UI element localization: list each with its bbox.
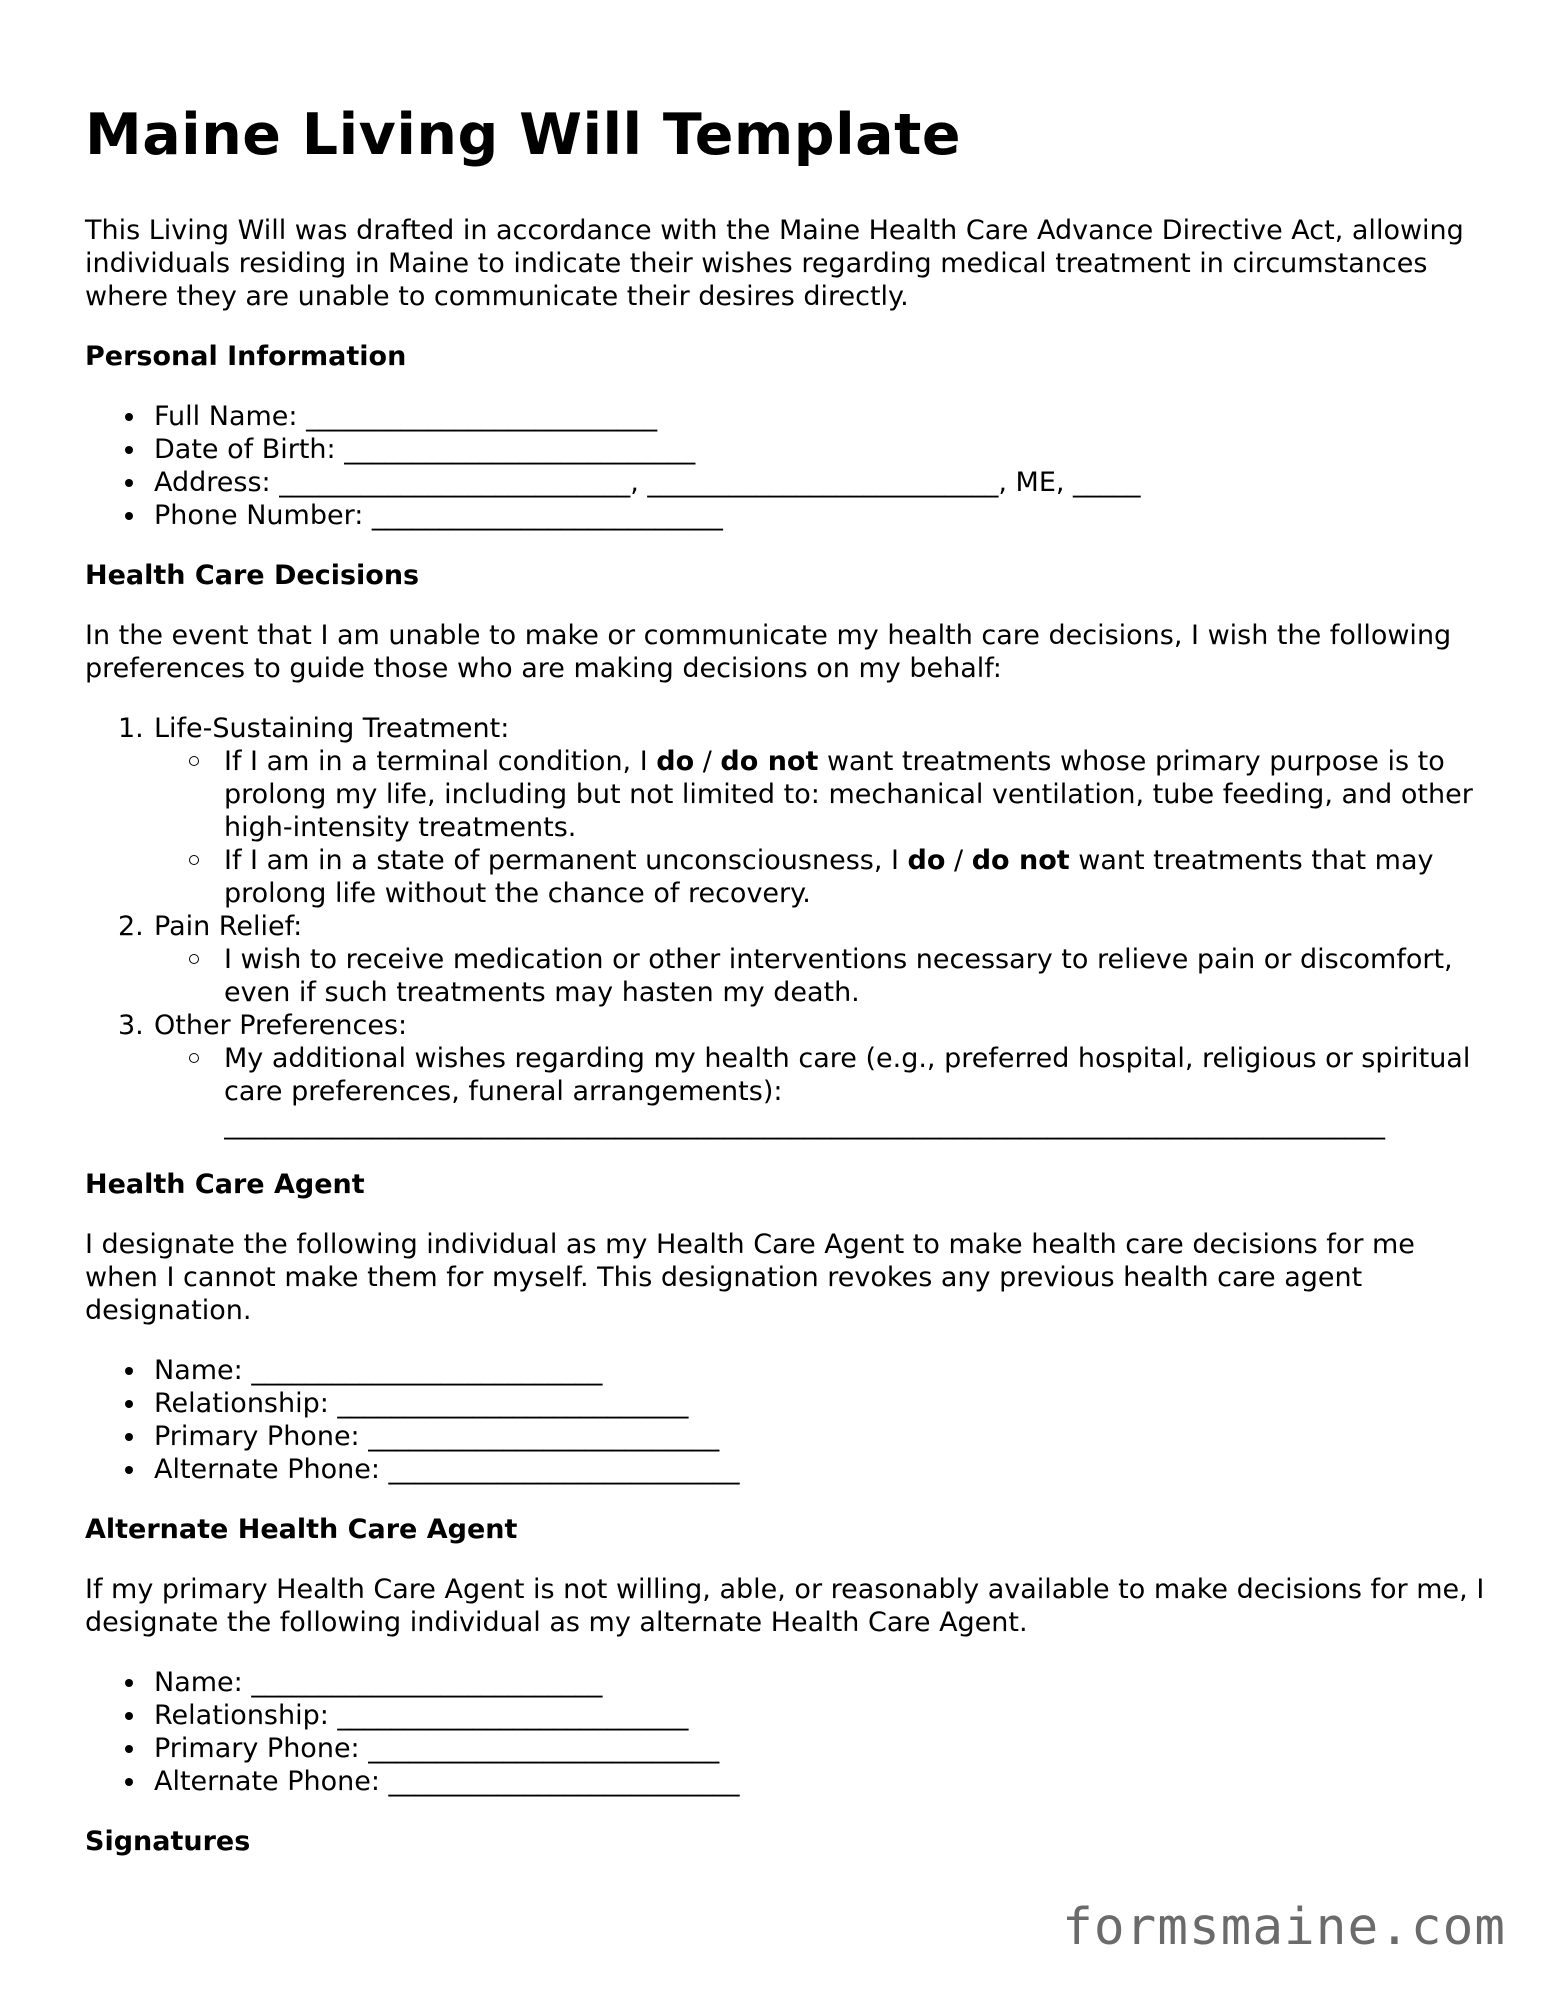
pain-relief-preference: I wish to receive medication or other interventions necessary to relieve pain or discomfort, even if such treatments may hasten my death. — [154, 943, 1485, 1009]
personal-information-heading: Personal Information — [85, 341, 407, 372]
preference-text: want treatments whose primary purpose is to prolong my life, including but not limited to: mechanical ventilation, tube feeding, and other high-intensity treatments. — [224, 746, 1473, 843]
intro-paragraph: This Living Will was drafted in accordance with the Maine Health Care Advance Directive Act, allowing individuals residing in Maine to indicate their wishes regarding medical treatment in circumstances where they are unable to communicate their desires directly. — [85, 215, 1464, 312]
list-item-label: Life-Sustaining Treatment: — [154, 713, 510, 744]
date-of-birth-field[interactable]: Date of Birth: __________________________ — [85, 433, 1485, 466]
preference-text: want treatments that may prolong life without the chance of recovery. — [224, 845, 1434, 909]
agent-name-field[interactable]: Name: __________________________ — [85, 1354, 1485, 1387]
preference-text: If I am in a terminal condition, I — [224, 746, 657, 777]
terminal-condition-preference — [154, 745, 1485, 844]
list-item-label: Other Preferences: — [154, 1010, 408, 1041]
do-not-option[interactable]: do not — [720, 746, 819, 777]
alternate-alternate-phone-field[interactable]: Alternate Phone: __________________________ — [85, 1765, 1485, 1798]
document-title: Maine Living Will Template — [85, 102, 961, 168]
preference-text: If I am in a state of permanent unconsciousness, I — [224, 845, 908, 876]
option-separator: / — [945, 845, 972, 876]
alternate-agent-heading: Alternate Health Care Agent — [85, 1514, 518, 1545]
health-care-decisions-intro: In the event that I am unable to make or communicate my health care decisions, I wish the following preferences to guide those who are making decisions on my behalf: — [85, 620, 1452, 684]
health-care-agent-heading: Health Care Agent — [85, 1169, 365, 1200]
health-care-decisions-heading: Health Care Decisions — [85, 560, 420, 591]
option-separator: / — [694, 746, 721, 777]
permanent-unconsciousness-preference — [154, 844, 1485, 910]
address-field[interactable]: Address: __________________________, __________________________, ME, _____ — [85, 466, 1485, 499]
list-number: 2. — [118, 911, 144, 942]
agent-relationship-field[interactable]: Relationship: __________________________ — [85, 1387, 1485, 1420]
list-number: 3. — [118, 1010, 144, 1041]
alternate-agent-intro: If my primary Health Care Agent is not willing, able, or reasonably available to make decisions for me, I designate the following individual as my alternate Health Care Agent. — [85, 1574, 1485, 1638]
list-item-label: Pain Relief: — [154, 911, 303, 942]
list-number: 1. — [118, 713, 144, 744]
alternate-name-field[interactable]: Name: __________________________ — [85, 1666, 1485, 1699]
document-page — [85, 100, 1485, 1885]
personal-information-list — [85, 400, 1485, 532]
agent-alternate-phone-field[interactable]: Alternate Phone: __________________________ — [85, 1453, 1485, 1486]
alternate-agent-list — [85, 1666, 1485, 1798]
preferences-list — [85, 712, 1485, 1141]
life-sustaining-treatment-item — [85, 712, 1485, 910]
agent-primary-phone-field[interactable]: Primary Phone: __________________________ — [85, 1420, 1485, 1453]
alternate-primary-phone-field[interactable]: Primary Phone: __________________________ — [85, 1732, 1485, 1765]
do-not-option[interactable]: do not — [971, 845, 1070, 876]
site-watermark: formsmaine.com — [1062, 1898, 1506, 1957]
full-name-field[interactable]: Full Name: __________________________ — [85, 400, 1485, 433]
life-sustaining-sublist — [154, 745, 1485, 910]
health-care-agent-intro: I designate the following individual as my Health Care Agent to make health care decisions for me when I cannot make them for myself. This designation revokes any previous health care agent designation. — [85, 1229, 1415, 1326]
health-care-agent-list — [85, 1354, 1485, 1486]
pain-relief-sublist — [154, 943, 1485, 1009]
signatures-heading: Signatures — [85, 1826, 251, 1857]
do-option[interactable]: do — [907, 845, 946, 876]
other-preferences-sublist — [154, 1042, 1485, 1141]
alternate-relationship-field[interactable]: Relationship: __________________________ — [85, 1699, 1485, 1732]
phone-number-field[interactable]: Phone Number: __________________________ — [85, 499, 1485, 532]
do-option[interactable]: do — [656, 746, 695, 777]
preference-text: My additional wishes regarding my health care (e.g., preferred hospital, religious or spiritual care preferences, funeral arrangements): — [224, 1043, 1471, 1107]
additional-wishes-preference — [154, 1042, 1485, 1141]
pain-relief-item — [85, 910, 1485, 1009]
other-preferences-item — [85, 1009, 1485, 1141]
additional-wishes-blank[interactable]: ______________________________________________________________________________________ — [224, 1109, 1385, 1140]
